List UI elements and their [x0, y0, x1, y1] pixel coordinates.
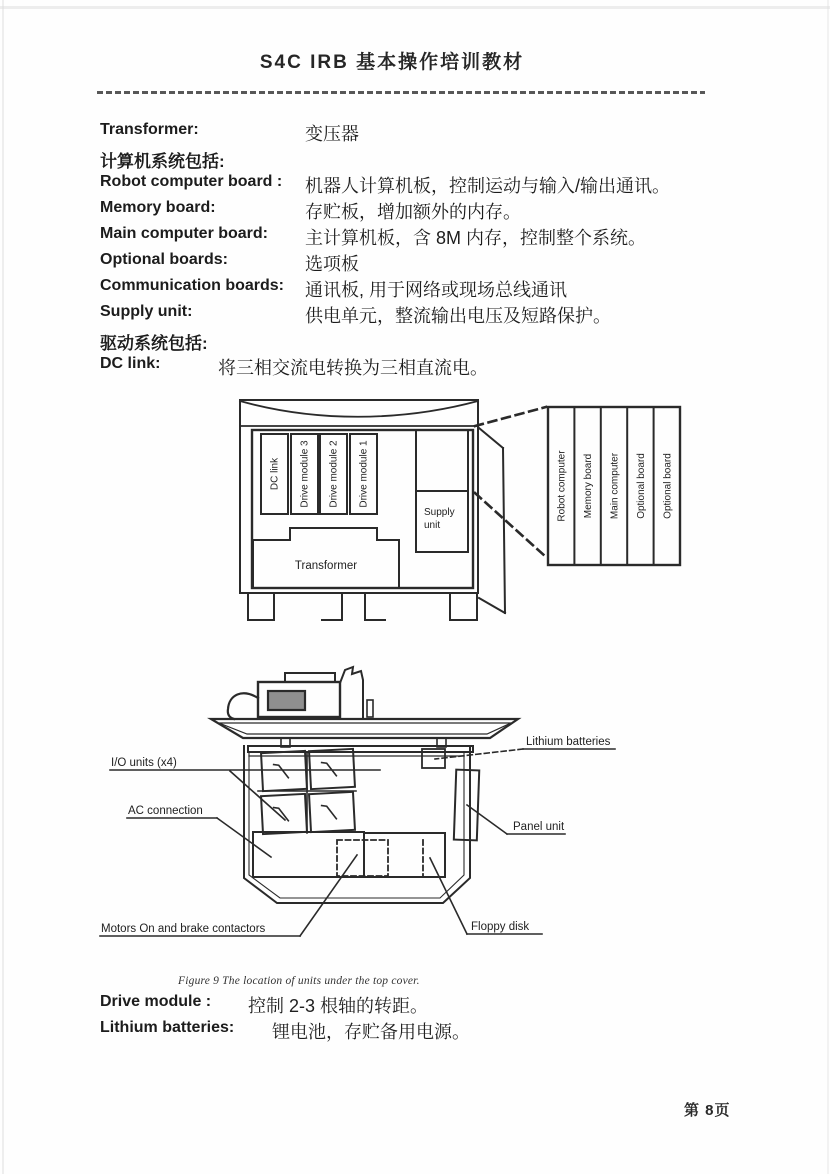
page-number: 第 8页 — [684, 1102, 731, 1119]
glossary-row — [100, 277, 568, 300]
glossary-row — [100, 251, 359, 274]
transformer-label: Transformer — [294, 560, 358, 572]
expansion-dash-top — [475, 407, 546, 426]
computer-rack-box — [416, 430, 468, 491]
board-label: Main computer — [609, 452, 621, 520]
supply-unit-label: unit — [424, 520, 441, 531]
board-label: Robot computer — [556, 450, 568, 522]
term-desc: 将三相交流电转换为三相直流电。 — [218, 358, 488, 378]
transformer-box — [253, 528, 399, 588]
figure-caption: Figure 9 The location of units under the top cover. — [178, 975, 420, 987]
expansion-dash-bottom — [475, 493, 546, 557]
term-desc: 变压器 — [305, 124, 359, 144]
glossary-row — [100, 173, 670, 196]
page-edge-top — [0, 6, 830, 9]
slot-label: Drive module 1 — [358, 440, 370, 508]
slot-label: Drive module 3 — [299, 440, 311, 508]
term-label: 计算机系统包括: — [100, 152, 225, 171]
term-desc: 选项板 — [305, 254, 359, 274]
floppy-disk-label: Floppy disk — [471, 921, 530, 933]
term-desc: 通讯板, 用于网络或现场总线通讯 — [305, 280, 568, 300]
term-desc: 存贮板，增加额外的内存。 — [305, 202, 521, 222]
board-label: Memory board — [583, 453, 595, 519]
io-units — [258, 749, 356, 834]
term-label: Main computer board: — [100, 225, 269, 242]
term-label: Memory board: — [100, 199, 216, 216]
motors-contactors-label: Motors On and brake contactors — [101, 923, 266, 935]
term-label: Lithium batteries: — [100, 1019, 235, 1036]
top-cover-curve — [240, 401, 478, 417]
cabinet-door — [479, 428, 505, 613]
pendant-top-bar — [285, 673, 335, 682]
term-desc: 机器人计算机板，控制运动与输入/输出通讯。 — [305, 176, 670, 196]
computer-board-stack — [548, 407, 680, 565]
header-dashed-divider — [97, 91, 705, 94]
glossary-row — [100, 199, 521, 222]
glossary-row — [100, 225, 647, 248]
term-label: Communication boards: — [100, 277, 285, 294]
slot-label: DC link — [269, 457, 281, 491]
term-label: Transformer: — [100, 121, 199, 138]
pendant-tab — [367, 700, 373, 717]
top-cover-lid — [211, 719, 518, 747]
glossary-row — [100, 329, 208, 354]
ac-connection-label: AC connection — [128, 805, 203, 817]
term-label: DC link: — [100, 355, 161, 372]
leader-lines — [100, 749, 615, 936]
glossary-row — [100, 1019, 470, 1042]
ac-connection-box — [253, 832, 364, 877]
teach-pendant — [228, 667, 373, 719]
glossary-row — [100, 147, 225, 172]
slot-label: Drive module 2 — [328, 440, 340, 508]
cabinet-legs — [248, 593, 477, 620]
pendant-side-piece — [340, 667, 363, 717]
pendant-cable — [228, 693, 258, 719]
glossary-row — [100, 121, 359, 144]
io-units-label: I/O units (x4) — [111, 757, 177, 769]
glossary-row — [100, 993, 429, 1016]
term-label: 驱动系统包括: — [100, 334, 208, 353]
panel-unit-label: Panel unit — [513, 821, 565, 833]
term-desc: 锂电池，存贮备用电源。 — [272, 1022, 470, 1042]
term-label: Supply unit: — [100, 303, 193, 320]
cabinet-units-diagram — [230, 390, 690, 635]
term-desc: 控制 2-3 根轴的转距。 — [248, 996, 429, 1016]
page-title: S4C IRB 基本操作培训教材 — [259, 52, 525, 73]
term-desc: 主计算机板，含 8M 内存，控制整个系统。 — [305, 228, 647, 248]
module-slots — [261, 434, 377, 514]
supply-unit-label: Supply — [424, 507, 455, 518]
pendant-screen — [268, 691, 305, 710]
top-cover-location-diagram — [95, 660, 735, 962]
term-desc: 供电单元，整流输出电压及短路保护。 — [305, 306, 611, 326]
page-edge-left — [2, 0, 4, 1174]
board-label: Optional board — [662, 453, 674, 519]
lithium-batteries-label: Lithium batteries — [526, 736, 611, 748]
term-label: Optional boards: — [100, 251, 228, 268]
term-label: Robot computer board : — [100, 173, 283, 190]
motors-contactor-dashed-box — [337, 840, 388, 876]
term-label: Drive module : — [100, 993, 212, 1010]
glossary-row — [100, 355, 488, 378]
board-label: Optional board — [635, 453, 647, 519]
glossary-row — [100, 303, 611, 326]
page-edge-right — [827, 0, 829, 1174]
